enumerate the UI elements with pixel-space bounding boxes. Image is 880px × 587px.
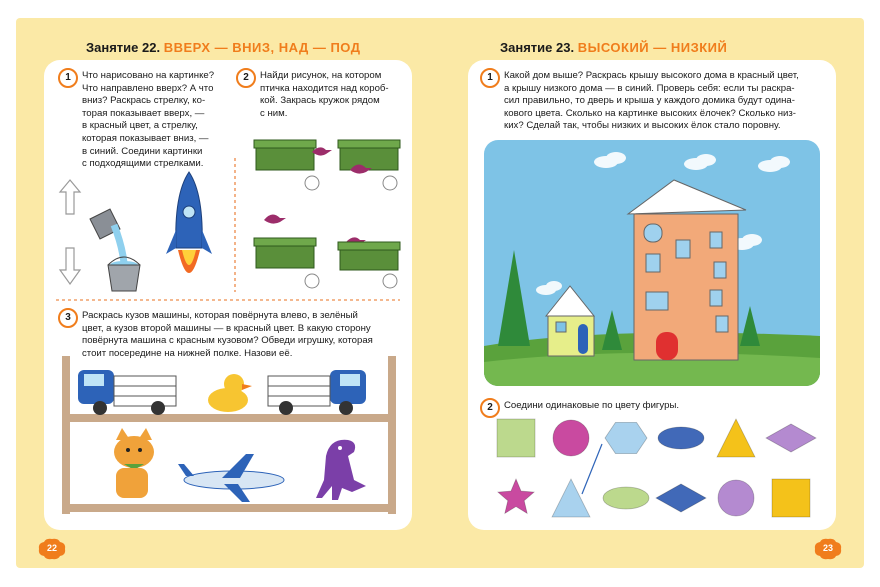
right-lesson-topic: ВЫСОКИЙ — НИЗКИЙ (577, 40, 728, 55)
dinosaur-toy[interactable] (316, 440, 366, 500)
bucket-water-illustration (86, 205, 146, 293)
triangle-shape[interactable] (717, 419, 755, 457)
up-arrow-icon[interactable] (60, 180, 80, 214)
right-page-number: 23 (822, 543, 833, 553)
truck-left-facing[interactable] (78, 370, 176, 415)
right-lesson-heading (500, 40, 727, 55)
left-page-number-badge (38, 538, 66, 560)
tall-house[interactable] (628, 180, 746, 360)
left-task2-number: 2 (236, 68, 256, 88)
left-task3-number: 3 (58, 308, 78, 328)
square-shape[interactable] (497, 419, 535, 457)
duck-toy[interactable] (208, 374, 252, 412)
circle-shape[interactable] (718, 480, 754, 516)
right-lesson-label: Занятие 23. (500, 40, 575, 55)
option-circle-4[interactable] (383, 274, 397, 288)
left-lesson-topic: ВВЕРХ — ВНИЗ, НАД — ПОД (163, 40, 361, 55)
up-down-arrows (58, 178, 82, 288)
connection-line (582, 444, 602, 494)
square-shape[interactable] (772, 479, 810, 517)
truck-right-facing[interactable] (268, 370, 366, 415)
left-page-number: 22 (46, 543, 57, 553)
airplane-toy[interactable] (178, 454, 284, 502)
left-task1-number: 1 (58, 68, 78, 88)
circle-shape[interactable] (553, 420, 589, 456)
left-lesson-label: Занятие 22. (86, 40, 161, 55)
cat-toy[interactable] (114, 428, 154, 498)
rhombus-shape[interactable] (766, 424, 816, 452)
left-task2-text: Найди рисунок, на котором птичка находится над короб- кой. Закрась кружок рядом с ним. (260, 70, 389, 119)
left-task3-text: Раскрась кузов машины, которая повёрнута влево, в зелёный цвет, а кузов второй машины — в красный цвет. В какую сторону повёрнута машина с красным кузовом? Обведи игрушку, которая стоит посередине на нижней полке. Назови её. (82, 310, 373, 359)
option-circle-2[interactable] (383, 176, 397, 190)
rocket-illustration (164, 170, 214, 298)
down-arrow-icon[interactable] (60, 248, 80, 284)
houses-illustration (484, 140, 820, 386)
triangle-shape[interactable] (552, 479, 590, 517)
right-task1-text: Какой дом выше? Раскрась крышу высокого дома в красный цвет, а крышу низкого дома — в синий. Проверь себя: если ты раскра- сил правильно, то дверь и крыша у каждого домика будут одина- кового цвета. Сколько на картинке высоких ёлочек? Сколько низ- ких? Сделай так, чтобы низких и высоких ёлок стало поровну. (504, 70, 799, 132)
left-task1-text: Что нарисовано на картинке? Что направлено вверх? А что вниз? Раскрась стрелку, ко- торая показывает вверх, — в красный цвет, а стрелку, которая показывает вниз, — в синий. Соедини картинки с подходящими стрелками. (82, 70, 215, 170)
hexagon-shape[interactable] (605, 422, 647, 453)
right-task2-number: 2 (480, 398, 500, 418)
option-circle-1[interactable] (305, 176, 319, 190)
rhombus-shape[interactable] (656, 484, 706, 512)
right-page-number-badge (814, 538, 842, 560)
right-task2-text: Соедини одинаковые по цвету фигуры. (504, 400, 680, 411)
star-shape[interactable] (498, 479, 534, 513)
shape-matching-area (490, 414, 826, 524)
right-task1-number: 1 (480, 68, 500, 88)
bird-box-grid (250, 136, 410, 296)
toy-shelf-illustration (62, 356, 400, 516)
ellipse-shape[interactable] (603, 487, 649, 509)
ellipse-shape[interactable] (658, 427, 704, 449)
option-circle-3[interactable] (305, 274, 319, 288)
